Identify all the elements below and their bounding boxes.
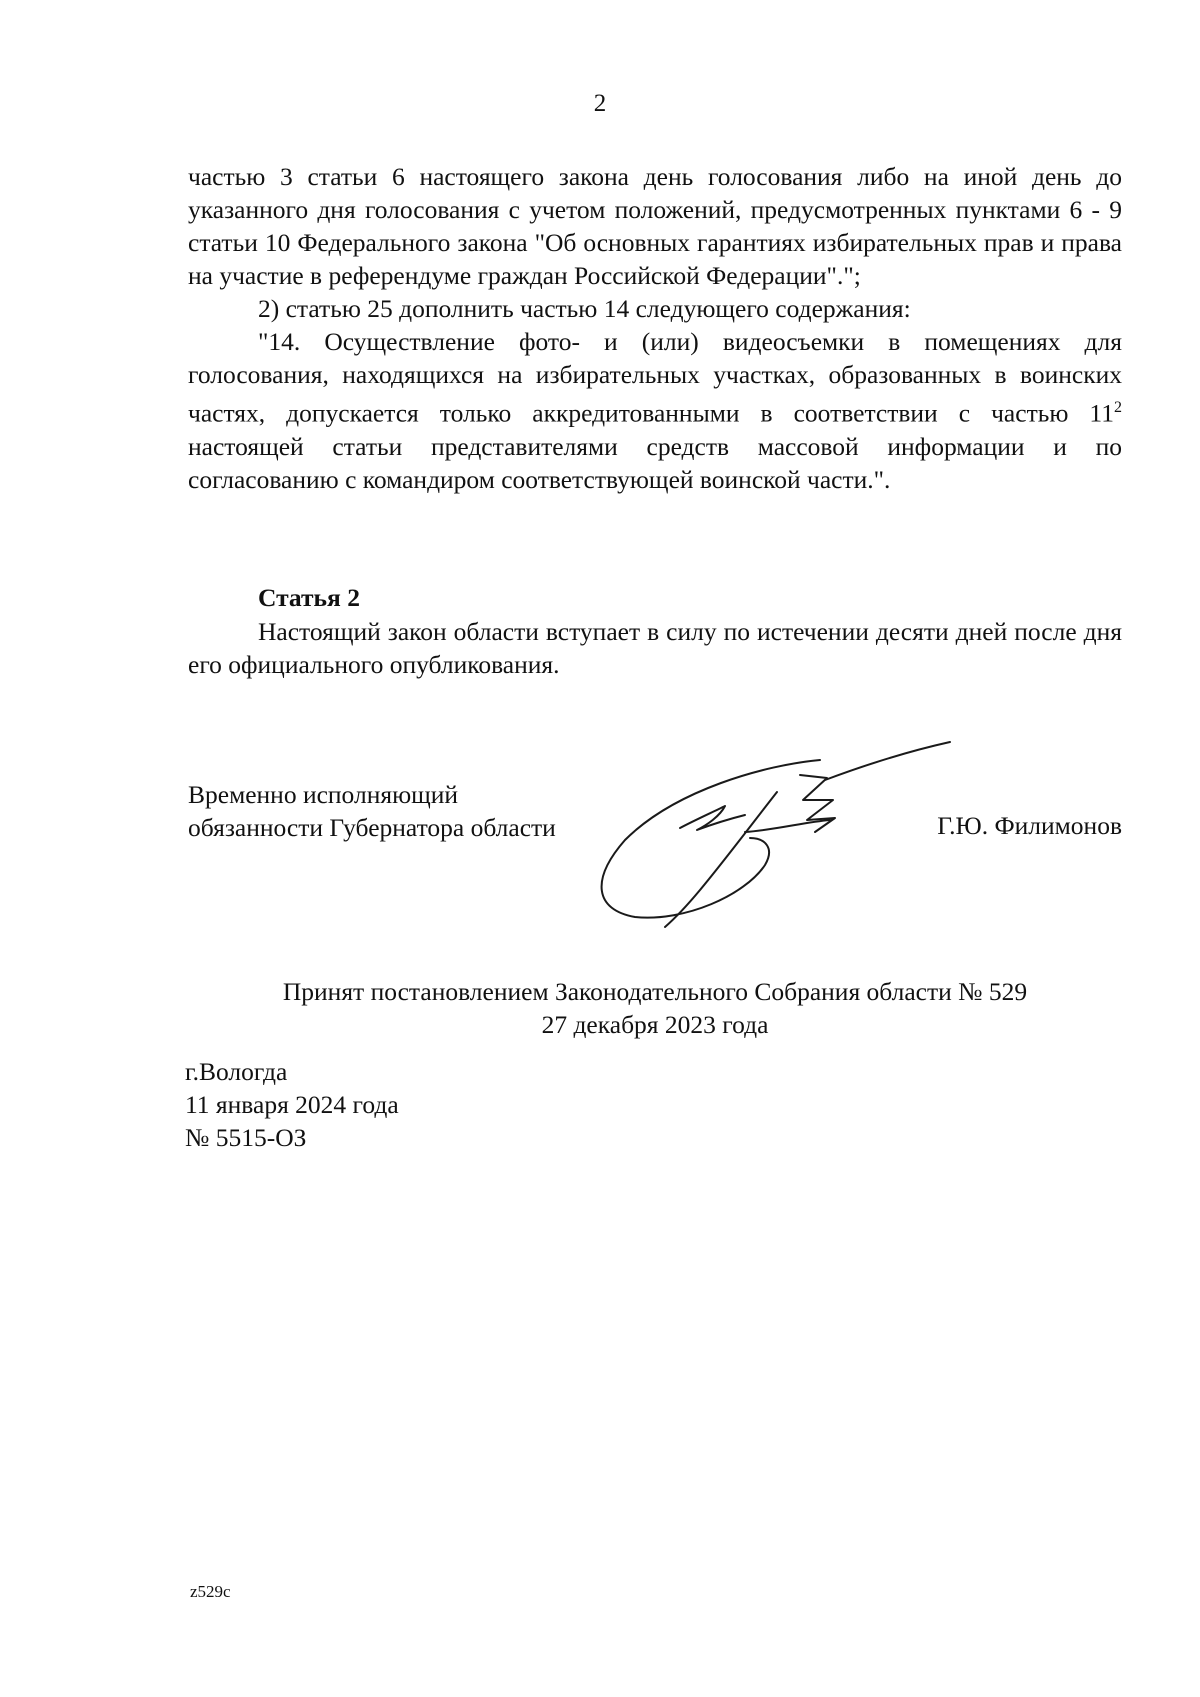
paragraph-part-14 [188, 325, 1122, 496]
article-2-text: Настоящий закон области вступает в силу по истечении десяти дней после дня его официального опубликования. [188, 617, 1122, 679]
paragraph-continuation: частью 3 статьи 6 настоящего закона день голосования либо на иной день до указанного дня голосования с учетом положений, предусмотренных пунктами 6 - 9 статьи 10 Федерального закона "Об основных гарантиях избирательных прав и права на участие в референдуме граждан Российской Федерации"."; [188, 162, 1122, 290]
signatory-title [188, 778, 556, 844]
adoption-line-2: 27 декабря 2023 года [541, 1010, 769, 1039]
signatory-name: Г.Ю. Филимонов [937, 811, 1122, 840]
place-date-number [185, 1055, 399, 1154]
signatory-title-line-1: Временно исполняющий [188, 780, 459, 809]
article1-continuation [188, 160, 1122, 496]
signatory-title-line-2: обязанности Губернатора области [188, 813, 556, 842]
article-2-heading: Статья 2 [258, 583, 360, 612]
part-14-text-a: "14. Осуществление фото- и (или) видеосъемки в помещениях для голосования, находящихся на избирательных участках, образованных в воинских частях, допускается только аккредитованными в соответствии с частью 11 [188, 327, 1122, 428]
signing-date: 11 января 2024 года [185, 1090, 399, 1119]
adoption-note [0, 975, 1200, 1041]
part-14-superscript: 2 [1114, 399, 1122, 416]
part-14-text-b: настоящей статьи представителями средств массовой информации и по согласованию с командиром соответствующей воинской части.". [188, 431, 1122, 494]
law-number: № 5515-ОЗ [185, 1123, 307, 1152]
article-2-body [188, 615, 1122, 681]
adoption-line-1: Принят постановлением Законодательного Собрания области № 529 [282, 977, 1028, 1006]
city: г.Вологда [185, 1057, 288, 1086]
page-number: 2 [593, 90, 607, 117]
document-code: z529c [190, 1582, 231, 1601]
paragraph-item-2: 2) статью 25 дополнить частью 14 следующего содержания: [258, 294, 911, 323]
